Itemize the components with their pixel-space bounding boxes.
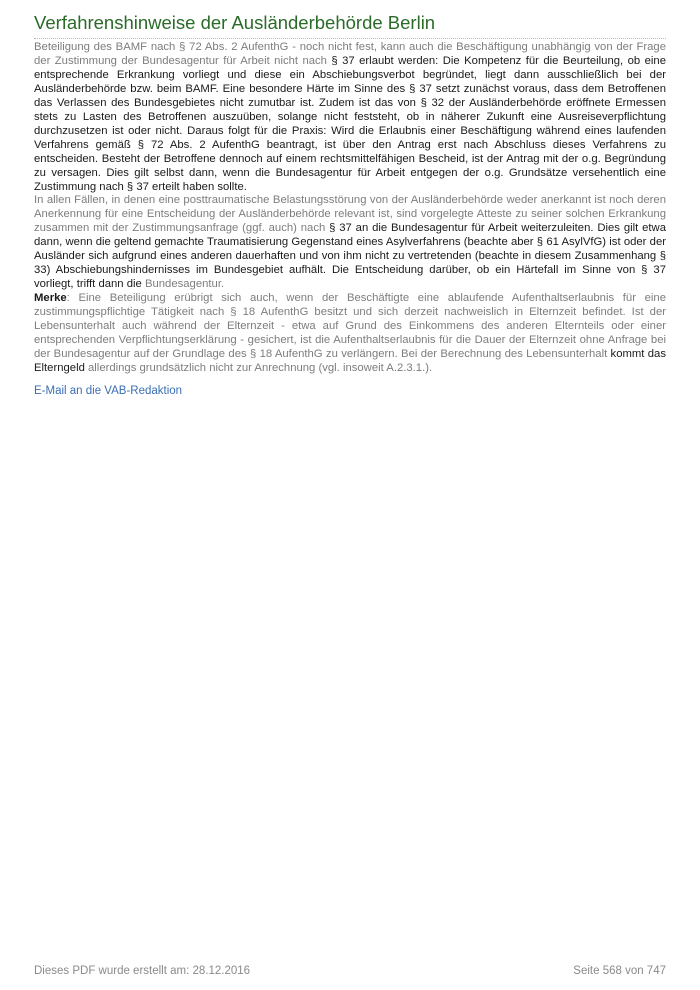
page-title: Verfahrenshinweise der Ausländerbehörde Berlin <box>34 10 666 39</box>
paragraph-3 <box>34 292 666 376</box>
paragraph-2-part-c: Bundesagentur. <box>144 278 225 291</box>
document-body <box>34 41 666 399</box>
merke-label: Merke <box>34 292 67 305</box>
paragraph-1-part-a: Beteiligung des BAMF nach § 72 Abs. 2 AufenthG - noch nicht fest, kann auch die Beschäftigung unabhängig von der Frage der Zustimmung der Bundesagentur für Arbeit nicht nach <box>34 41 666 67</box>
email-editor-link[interactable]: E-Mail an die VAB-Redaktion <box>34 384 183 397</box>
paragraph-1 <box>34 41 666 194</box>
paragraph-3-part-b: kommt das Elterngeld <box>34 347 666 374</box>
page-number: Seite 568 von 747 <box>573 965 666 977</box>
paragraph-2-part-a: In allen Fällen, in denen eine posttraumatische Belastungsstörung von der Ausländerbehörde weder anerkannt ist noch deren Anerkennung für eine Entscheidung der Ausländerbehörde relevant ist, sind vorgelegte Atteste zu seiner solchen Erkrankung zusammen mit der Zustimmungsanfrage (ggf. auch) nach <box>34 194 666 235</box>
paragraph-2 <box>34 194 666 292</box>
created-date: Dieses PDF wurde erstellt am: 28.12.2016 <box>34 965 251 977</box>
paragraph-1-part-b: § 37 erlaubt werden: Die Kompetenz für die Beurteilung, ob eine entsprechende Erkrankung vorliegt und diese ein Abschiebungsverbot begründet, liegt dann ausschließlich bei der Ausländerbehörde bzw. beim BAMF. Eine besondere Härte im Sinne des § 37 setzt zunächst voraus, dass dem Betroffenen das Verlassen des Bundesgebietes nicht zumutbar ist. Zudem ist das von § 32 der Ausländerbehörde eröffnete Ermessen stets zu Lasten des Betroffenen auszuüben, solange nicht feststeht, ob in näherer Zukunft eine Ausreiseverpflichtung durchzusetzen ist oder nicht. Daraus folgt für die Praxis: Wird die Erlaubnis einer Beschäftigung während eines laufenden Verfahrens gemäß § 72 Abs. 2 AufenthG beantragt, ist über den Antrag erst nach Abschluss dieses Verfahrens zu entscheiden. Besteht der Betroffene dennoch auf einem rechtsmittelfähigen Bescheid, ist der Antrag mit der o.g. Begründung zu versagen. Dies gilt selbst dann, wenn die Bundesagentur für Arbeit entgegen der o.g. Grundsätze versehentlich eine Zustimmung nach § 37 erteilt haben sollte. <box>34 54 666 193</box>
paragraph-2-part-b: § 37 an die Bundesagentur für Arbeit weiterzuleiten. Dies gilt etwa dann, wenn die geltend gemachte Traumatisierung Gegenstand eines Asylverfahrens (beachte aber § 61 AsylVfG) ist oder der Ausländer sich aufgrund eines anderen dauerhaften und von ihm nicht zu vertretenden (beachte in diesem Zusammenhang § 33) Abschiebungshindernisses im Bundesgebiet aufhält. Die Entscheidung darüber, ob ein Härtefall im Sinne von § 37 vorliegt, trifft dann die <box>34 222 666 291</box>
paragraph-3-part-c: allerdings grundsätzlich nicht zur Anrechnung (vgl. insoweit A.2.3.1.). <box>84 361 433 374</box>
paragraph-3-part-a: : Eine Beteiligung erübrigt sich auch, wenn der Beschäftigte eine ablaufende Aufenthaltserlaubnis für eine zustimmungspflichtige Tätigkeit nach § 18 AufenthG besitzt und sich derzeit nachweislich in Elternzeit befindet. Ist der Lebensunterhalt auch während der Elternzeit - etwa auf Grund des Einkommens des anderen Elternteils oder einer entsprechenden Verpflichtungserklärung - gesichert, ist die Aufenthaltserlaubnis für die Dauer der Elternzeit ohne Anfrage bei der Bundesagentur auf der Grundlage des § 18 AufenthG zu verlängern. Bei der Berechnung des Lebensunterhalt <box>34 292 666 360</box>
